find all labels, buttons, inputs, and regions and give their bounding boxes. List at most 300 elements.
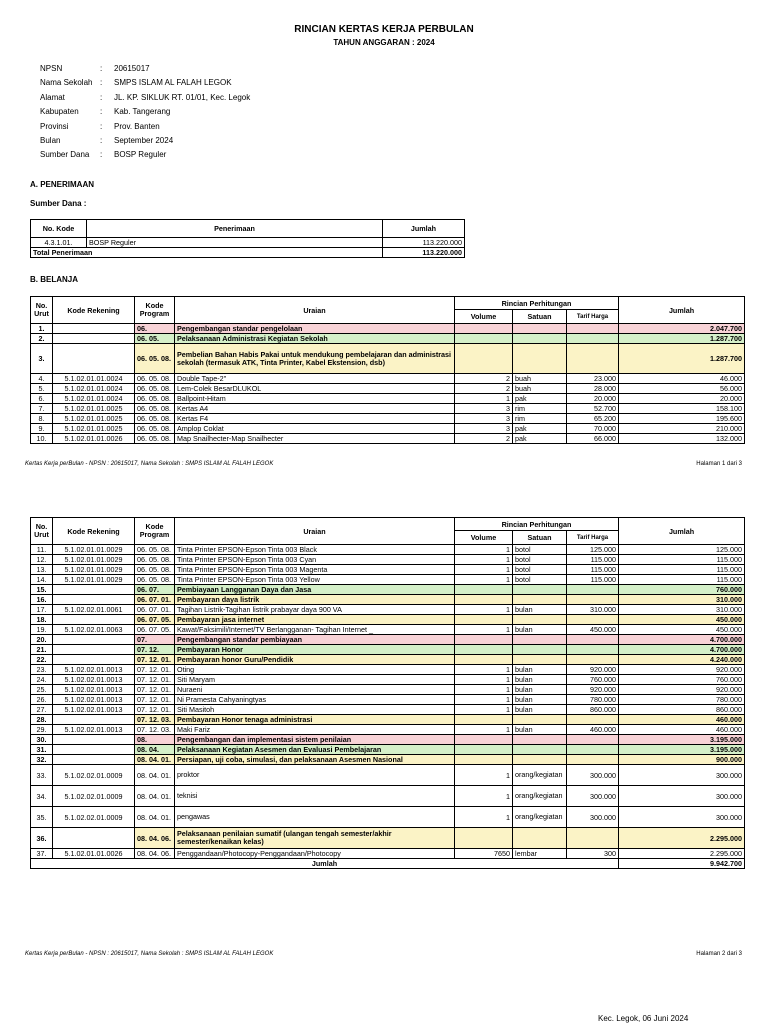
- penerimaan-table: [30, 219, 465, 258]
- info-label: NPSN: [40, 64, 63, 73]
- jumlah: 300.000: [619, 765, 745, 786]
- tarif-harga: 460.000: [567, 725, 619, 735]
- tarif-harga: 125.000: [567, 545, 619, 555]
- kode-rekening: [53, 635, 135, 645]
- jumlah: 1.287.700: [619, 334, 745, 344]
- row-number: 8.: [31, 414, 53, 424]
- kode-program: 06. 05. 08.: [135, 424, 175, 434]
- kode-rekening: 5.1.02.01.01.0025: [53, 404, 135, 414]
- kode-rekening: 5.1.02.01.01.0029: [53, 575, 135, 585]
- kode-rekening: [53, 715, 135, 725]
- satuan: [513, 334, 567, 344]
- info-separator: :: [100, 64, 103, 73]
- info-separator: :: [100, 92, 103, 102]
- satuan: bulan: [513, 705, 567, 715]
- tarif-harga: 115.000: [567, 575, 619, 585]
- header-jumlah: Jumlah: [383, 220, 465, 238]
- kode-rekening: 5.1.02.01.01.0024: [53, 374, 135, 384]
- tarif-harga: [567, 745, 619, 755]
- volume: 1: [455, 807, 513, 828]
- row-number: 31.: [31, 745, 53, 755]
- jumlah: 4.700.000: [619, 645, 745, 655]
- kode-program: 06. 05.: [135, 334, 175, 344]
- kode-rekening: 5.1.02.01.01.0026: [53, 849, 135, 859]
- jumlah: 46.000: [619, 374, 745, 384]
- kode-program: 08.: [135, 735, 175, 745]
- kode-rekening: [53, 828, 135, 849]
- table-row: [31, 685, 745, 695]
- kode-rekening: [53, 334, 135, 344]
- jumlah: 1.287.700: [619, 344, 745, 374]
- section-a-title: A. PENERIMAAN: [30, 180, 95, 189]
- kode-rekening: 5.1.02.01.01.0029: [53, 545, 135, 555]
- satuan: [513, 635, 567, 645]
- tarif-harga: 28.000: [567, 384, 619, 394]
- jumlah: 2.295.000: [619, 849, 745, 859]
- tarif-harga: 310.000: [567, 605, 619, 615]
- satuan: bulan: [513, 605, 567, 615]
- table-row: [31, 585, 745, 595]
- tarif-harga: 20.000: [567, 394, 619, 404]
- kode-rekening: [53, 615, 135, 625]
- penerimaan-kode: 4.3.1.01.: [31, 238, 87, 248]
- volume: 1: [455, 605, 513, 615]
- header-tarif: Tarif Harga: [567, 531, 619, 545]
- volume: 1: [455, 545, 513, 555]
- jumlah: 2.295.000: [619, 828, 745, 849]
- volume: 1: [455, 685, 513, 695]
- kode-rekening: 5.1.02.02.01.0063: [53, 625, 135, 635]
- row-number: 7.: [31, 404, 53, 414]
- kode-rekening: 5.1.02.01.01.0029: [53, 565, 135, 575]
- uraian: Tinta Printer EPSON-Epson Tinta 003 Magenta: [175, 565, 455, 575]
- jumlah: 195.600: [619, 414, 745, 424]
- kode-program: 07. 12. 01.: [135, 705, 175, 715]
- uraian: Pengembangan dan implementasi sistem penilaian: [175, 735, 455, 745]
- kode-rekening: 5.1.02.02.01.0009: [53, 765, 135, 786]
- table-row: [31, 424, 745, 434]
- kode-program: 06. 07.: [135, 585, 175, 595]
- row-number: 15.: [31, 585, 53, 595]
- jumlah: 125.000: [619, 545, 745, 555]
- volume: [455, 585, 513, 595]
- volume: [455, 324, 513, 334]
- uraian: Kawat/Faksimili/Internet/TV Berlangganan- Tagihan Internet _: [175, 625, 455, 635]
- volume: 1: [455, 725, 513, 735]
- table-row: [31, 828, 745, 849]
- satuan: botol: [513, 565, 567, 575]
- tarif-harga: [567, 735, 619, 745]
- tarif-harga: [567, 655, 619, 665]
- tarif-harga: 23.000: [567, 374, 619, 384]
- kode-rekening: 5.1.02.02.01.0013: [53, 705, 135, 715]
- table-row: [31, 725, 745, 735]
- volume: [455, 645, 513, 655]
- info-separator: :: [100, 150, 103, 160]
- table-row: [31, 334, 745, 344]
- row-number: 34.: [31, 786, 53, 807]
- kode-program: 06. 07. 05.: [135, 615, 175, 625]
- tarif-harga: 860.000: [567, 705, 619, 715]
- row-number: 16.: [31, 595, 53, 605]
- kode-program: 08. 04. 06.: [135, 849, 175, 859]
- info-value: Kab. Tangerang: [114, 107, 171, 117]
- tarif-harga: [567, 334, 619, 344]
- uraian: Oting: [175, 665, 455, 675]
- uraian: Pembayaran Honor tenaga administrasi: [175, 715, 455, 725]
- table-row: [31, 394, 745, 404]
- uraian: Pembayaran daya listrik: [175, 595, 455, 605]
- satuan: bulan: [513, 625, 567, 635]
- kode-rekening: 5.1.02.01.01.0024: [53, 384, 135, 394]
- belanja-table-page-1: [30, 296, 745, 444]
- table-row: [31, 765, 745, 786]
- table-row: [31, 675, 745, 685]
- volume: [455, 715, 513, 725]
- jumlah: 300.000: [619, 786, 745, 807]
- uraian: Pengembangan standar pembiayaan: [175, 635, 455, 645]
- satuan: lembar: [513, 849, 567, 859]
- kode-program: 06. 07. 01.: [135, 605, 175, 615]
- tarif-harga: 760.000: [567, 675, 619, 685]
- jumlah: 450.000: [619, 625, 745, 635]
- row-number: 5.: [31, 384, 53, 394]
- row-number: 4.: [31, 374, 53, 384]
- uraian: Maki Fariz: [175, 725, 455, 735]
- header-satuan: Satuan: [513, 531, 567, 545]
- table-row: [31, 414, 745, 424]
- satuan: buah: [513, 374, 567, 384]
- jumlah: 3.195.000: [619, 735, 745, 745]
- info-separator: :: [100, 107, 103, 117]
- tarif-harga: [567, 324, 619, 334]
- satuan: orang/kegiatan: [513, 786, 567, 807]
- kode-program: 06. 07. 05.: [135, 625, 175, 635]
- uraian: Pembayaran honor Guru/Pendidik: [175, 655, 455, 665]
- volume: 2: [455, 434, 513, 444]
- volume: 3: [455, 404, 513, 414]
- table-row: [31, 807, 745, 828]
- info-row: [40, 120, 250, 134]
- info-separator: :: [100, 121, 103, 131]
- row-number: 27.: [31, 705, 53, 715]
- table-row: [31, 635, 745, 645]
- jumlah: 760.000: [619, 585, 745, 595]
- info-row: [40, 91, 250, 105]
- row-number: 20.: [31, 635, 53, 645]
- kode-program: 07. 12. 01.: [135, 675, 175, 685]
- satuan: [513, 645, 567, 655]
- kode-program: 06. 05. 08.: [135, 394, 175, 404]
- info-value: SMPS ISLAM AL FALAH LEGOK: [114, 78, 232, 88]
- volume: [455, 615, 513, 625]
- satuan: buah: [513, 384, 567, 394]
- row-number: 36.: [31, 828, 53, 849]
- section-b-title: B. BELANJA: [30, 275, 79, 284]
- table-row: [31, 434, 745, 444]
- row-number: 22.: [31, 655, 53, 665]
- tarif-harga: [567, 715, 619, 725]
- info-value: Prov. Banten: [114, 121, 160, 131]
- info-row: [40, 105, 250, 119]
- table-row: [31, 344, 745, 374]
- info-row: [40, 62, 250, 76]
- table-row: [31, 545, 745, 555]
- satuan: botol: [513, 575, 567, 585]
- row-number: 9.: [31, 424, 53, 434]
- document-title: RINCIAN KERTAS KERJA PERBULAN: [294, 24, 474, 35]
- kode-program: 06. 05. 08.: [135, 565, 175, 575]
- header-jumlah: Jumlah: [619, 297, 745, 324]
- header-volume: Volume: [455, 531, 513, 545]
- satuan: orang/kegiatan: [513, 807, 567, 828]
- jumlah: 300.000: [619, 807, 745, 828]
- table-row: [31, 374, 745, 384]
- row-number: 18.: [31, 615, 53, 625]
- table-row: [31, 324, 745, 334]
- kode-program: 08. 04. 01.: [135, 786, 175, 807]
- tarif-harga: [567, 585, 619, 595]
- satuan: [513, 715, 567, 725]
- tarif-harga: [567, 615, 619, 625]
- uraian: Penggandaan/Photocopy-Penggandaan/Photocopy: [175, 849, 455, 859]
- satuan: bulan: [513, 695, 567, 705]
- info-value: BOSP Reguler: [114, 150, 167, 160]
- volume: [455, 344, 513, 374]
- penerimaan-jumlah: 113.220.000: [383, 238, 465, 248]
- row-number: 13.: [31, 565, 53, 575]
- volume: 1: [455, 695, 513, 705]
- info-value: JL. KP. SIKLUK RT. 01/01, Kec. Legok: [114, 92, 251, 102]
- kode-rekening: 5.1.02.02.01.0009: [53, 786, 135, 807]
- uraian: Tinta Printer EPSON-Epson Tinta 003 Yellow: [175, 575, 455, 585]
- kode-program: 06.: [135, 324, 175, 334]
- table-row: [31, 786, 745, 807]
- table-row: [31, 615, 745, 625]
- tarif-harga: 300: [567, 849, 619, 859]
- kode-program: 08. 04. 01.: [135, 765, 175, 786]
- volume: [455, 595, 513, 605]
- tarif-harga: [567, 755, 619, 765]
- row-number: 17.: [31, 605, 53, 615]
- kode-program: 07. 12.: [135, 645, 175, 655]
- kode-program: 06. 05. 08.: [135, 374, 175, 384]
- jumlah: 900.000: [619, 755, 745, 765]
- jumlah: 920.000: [619, 665, 745, 675]
- uraian: Pelaksanaan penilaian sumatif (ulangan tengah semester/akhir semester/kenaikan kelas): [175, 828, 455, 849]
- satuan: botol: [513, 555, 567, 565]
- tarif-harga: 70.000: [567, 424, 619, 434]
- volume: [455, 735, 513, 745]
- kode-program: 07.: [135, 635, 175, 645]
- jumlah: 4.240.000: [619, 655, 745, 665]
- jumlah: 115.000: [619, 575, 745, 585]
- kode-rekening: 5.1.02.02.01.0013: [53, 695, 135, 705]
- satuan: bulan: [513, 665, 567, 675]
- row-number: 3.: [31, 344, 53, 374]
- header-tarif: Tarif Harga: [567, 310, 619, 324]
- header-no-urut: No. Urut: [31, 518, 53, 545]
- uraian: Ballpoint-Hitam: [175, 394, 455, 404]
- volume: 1: [455, 675, 513, 685]
- table-row: [31, 665, 745, 675]
- kode-program: 06. 05. 08.: [135, 404, 175, 414]
- kode-program: 07. 12. 03.: [135, 725, 175, 735]
- signature-place-date: Kec. Legok, 06 Juni 2024: [598, 1014, 689, 1023]
- kode-program: 07. 12. 01.: [135, 695, 175, 705]
- row-number: 23.: [31, 665, 53, 675]
- table-row: [31, 595, 745, 605]
- jumlah: 310.000: [619, 605, 745, 615]
- tarif-harga: 115.000: [567, 555, 619, 565]
- uraian: Pembelian Bahan Habis Pakai untuk mendukung pembelajaran dan administrasi sekolah (termasuk ATK, Tinta Printer, Kabel Ekstension, dsb): [175, 344, 455, 374]
- row-number: 25.: [31, 685, 53, 695]
- table-row: [31, 565, 745, 575]
- volume: [455, 334, 513, 344]
- header-kode-program: Kode Program: [135, 297, 175, 324]
- kode-program: 07. 12. 01.: [135, 665, 175, 675]
- kode-program: 06. 05. 08.: [135, 434, 175, 444]
- kode-program: 06. 05. 08.: [135, 555, 175, 565]
- uraian: Pelaksanaan Kegiatan Asesmen dan Evaluasi Pembelajaran: [175, 745, 455, 755]
- table-row: [31, 575, 745, 585]
- row-number: 35.: [31, 807, 53, 828]
- row-number: 19.: [31, 625, 53, 635]
- satuan: [513, 828, 567, 849]
- row-number: 21.: [31, 645, 53, 655]
- table-row: [31, 705, 745, 715]
- kode-rekening: [53, 755, 135, 765]
- row-number: 11.: [31, 545, 53, 555]
- jumlah: 115.000: [619, 555, 745, 565]
- info-row: [40, 134, 250, 148]
- kode-program: 07. 12. 03.: [135, 715, 175, 725]
- jumlah: 460.000: [619, 715, 745, 725]
- tarif-harga: 300.000: [567, 807, 619, 828]
- uraian: Tagihan Listrik-Tagihan listrik prabayar daya 900 VA: [175, 605, 455, 615]
- kode-rekening: 5.1.02.01.01.0025: [53, 414, 135, 424]
- kode-rekening: [53, 324, 135, 334]
- satuan: pak: [513, 434, 567, 444]
- uraian: Kertas A4: [175, 404, 455, 414]
- table-row: [31, 645, 745, 655]
- kode-program: 08. 04. 06.: [135, 828, 175, 849]
- kode-rekening: 5.1.02.01.01.0025: [53, 424, 135, 434]
- satuan: rim: [513, 414, 567, 424]
- page-footer: Kertas Kerja perBulan - NPSN : 20615017, Nama Sekolah : SMPS ISLAM AL FALAH LEGOK: [25, 951, 274, 957]
- tarif-harga: [567, 344, 619, 374]
- kode-rekening: 5.1.02.02.01.0013: [53, 675, 135, 685]
- row-number: 24.: [31, 675, 53, 685]
- volume: 7650: [455, 849, 513, 859]
- tarif-harga: 65.200: [567, 414, 619, 424]
- uraian: Map Snailhecter-Map Snailhecter: [175, 434, 455, 444]
- row-number: 14.: [31, 575, 53, 585]
- header-kode-rekening: Kode Rekening: [53, 518, 135, 545]
- header-uraian: Uraian: [175, 297, 455, 324]
- row-number: 2.: [31, 334, 53, 344]
- uraian: Pengembangan standar pengelolaan: [175, 324, 455, 334]
- tarif-harga: 920.000: [567, 685, 619, 695]
- volume: 1: [455, 394, 513, 404]
- school-info: [40, 62, 250, 163]
- uraian: Ni Pramesta Cahyaningtyas: [175, 695, 455, 705]
- uraian: Persiapan, uji coba, simulasi, dan pelaksanaan Asesmen Nasional: [175, 755, 455, 765]
- volume: 1: [455, 786, 513, 807]
- volume: 1: [455, 565, 513, 575]
- header-no-kode: No. Kode: [31, 220, 87, 238]
- tarif-harga: 300.000: [567, 765, 619, 786]
- table-row: [31, 849, 745, 859]
- tarif-harga: 300.000: [567, 786, 619, 807]
- satuan: [513, 324, 567, 334]
- volume: 1: [455, 765, 513, 786]
- tarif-harga: 450.000: [567, 625, 619, 635]
- uraian: Pembiayaan Langganan Daya dan Jasa: [175, 585, 455, 595]
- kode-rekening: 5.1.02.02.01.0009: [53, 807, 135, 828]
- table-row: [31, 715, 745, 725]
- satuan: pak: [513, 394, 567, 404]
- uraian: proktor: [175, 765, 455, 786]
- header-rincian: Rincian Perhitungan: [455, 518, 619, 531]
- table-row: [31, 655, 745, 665]
- tarif-harga: [567, 635, 619, 645]
- uraian: Siti Maryam: [175, 675, 455, 685]
- info-separator: :: [100, 136, 103, 146]
- jumlah: 210.000: [619, 424, 745, 434]
- header-satuan: Satuan: [513, 310, 567, 324]
- tarif-harga: [567, 595, 619, 605]
- uraian: Pelaksanaan Administrasi Kegiatan Sekolah: [175, 334, 455, 344]
- table-row: [31, 404, 745, 414]
- uraian: Nuraeni: [175, 685, 455, 695]
- volume: 3: [455, 414, 513, 424]
- kode-rekening: 5.1.02.01.01.0024: [53, 394, 135, 404]
- kode-program: 07. 12. 01.: [135, 655, 175, 665]
- satuan: rim: [513, 404, 567, 414]
- info-value: September 2024: [114, 136, 174, 146]
- header-kode-program: Kode Program: [135, 518, 175, 545]
- satuan: pak: [513, 424, 567, 434]
- satuan: [513, 655, 567, 665]
- kode-rekening: [53, 645, 135, 655]
- kode-rekening: 5.1.02.02.01.0013: [53, 725, 135, 735]
- kode-rekening: 5.1.02.02.01.0013: [53, 685, 135, 695]
- kode-rekening: [53, 745, 135, 755]
- table-row: [31, 605, 745, 615]
- satuan: [513, 745, 567, 755]
- total-belanja-value: 9.942.700: [619, 859, 745, 869]
- volume: 1: [455, 625, 513, 635]
- uraian: Lem-Colek BesarDLUKOL: [175, 384, 455, 394]
- volume: 1: [455, 575, 513, 585]
- kode-program: 06. 05. 08.: [135, 575, 175, 585]
- volume: [455, 655, 513, 665]
- row-number: 6.: [31, 394, 53, 404]
- info-label: Sumber Dana: [40, 150, 90, 160]
- tarif-harga: 52.700: [567, 404, 619, 414]
- header-kode-rekening: Kode Rekening: [53, 297, 135, 324]
- kode-rekening: 5.1.02.02.01.0061: [53, 605, 135, 615]
- satuan: [513, 755, 567, 765]
- penerimaan-uraian: BOSP Reguler: [87, 238, 383, 248]
- row-number: 28.: [31, 715, 53, 725]
- row-number: 26.: [31, 695, 53, 705]
- satuan: [513, 585, 567, 595]
- jumlah: 2.047.700: [619, 324, 745, 334]
- row-number: 30.: [31, 735, 53, 745]
- kode-program: 07. 12. 01.: [135, 685, 175, 695]
